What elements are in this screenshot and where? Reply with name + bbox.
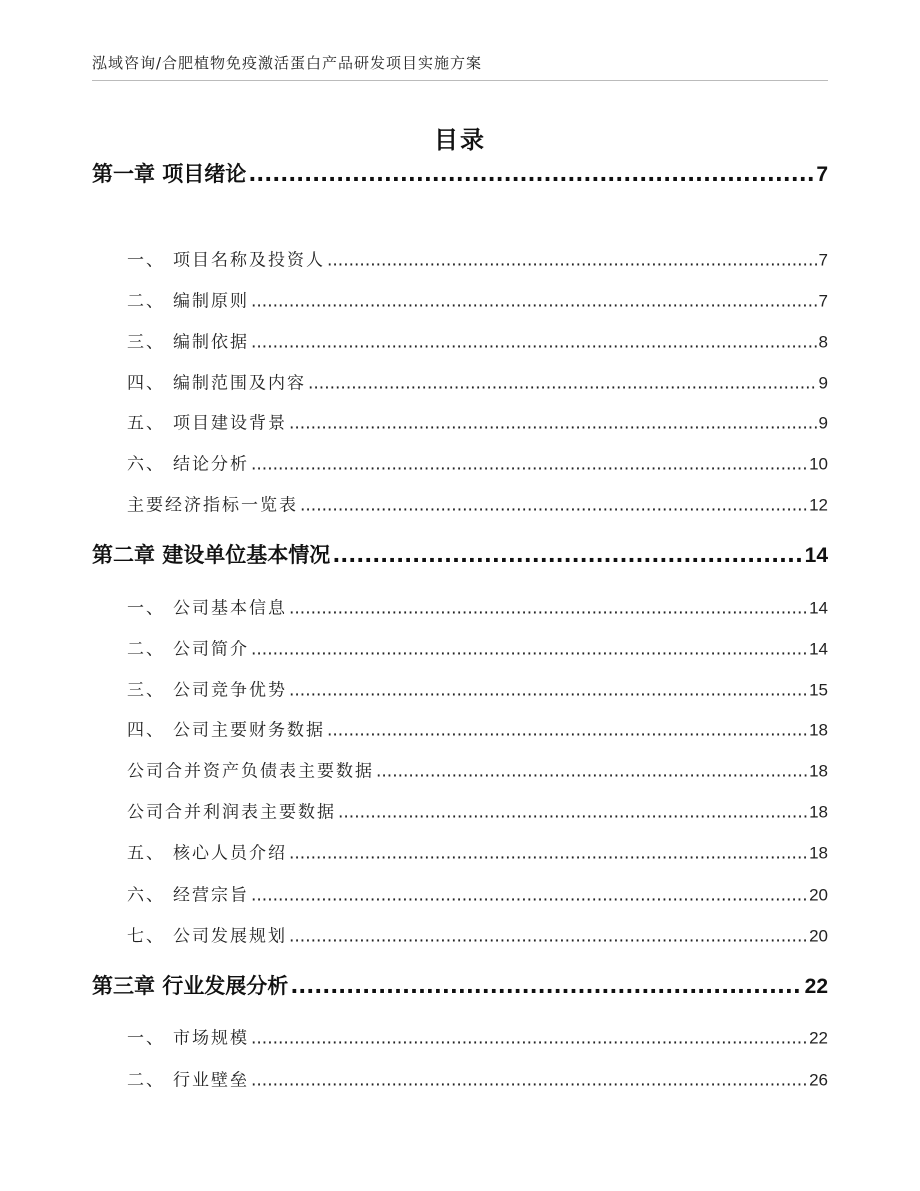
toc-page-number: 14 — [809, 598, 828, 618]
toc-entry-label — [127, 881, 249, 906]
dot-leader — [289, 927, 807, 947]
toc-section-entry[interactable] — [127, 757, 828, 782]
toc-entry-number: 七、 — [127, 926, 165, 947]
dot-leader — [289, 414, 817, 434]
toc-page-number: 10 — [809, 454, 828, 474]
toc-page-number: 9 — [818, 373, 828, 393]
running-header: 泓域咨询/合肥植物免疫激活蛋白产品研发项目实施方案 — [92, 54, 483, 72]
toc-page-number: 7 — [818, 250, 828, 270]
toc-entry-number: 五、 — [127, 843, 165, 864]
toc-entry-number: 六、 — [127, 454, 165, 475]
toc-section-entry[interactable] — [127, 676, 828, 701]
toc-section-entry[interactable] — [127, 369, 828, 394]
toc-entry-number: 三、 — [127, 332, 165, 353]
toc-section-entry[interactable] — [127, 881, 828, 906]
toc-entry-label — [127, 635, 249, 660]
toc-page-number: 18 — [809, 843, 828, 863]
toc-entry-text: 公司简介 — [173, 639, 249, 660]
toc-entry-label — [127, 328, 249, 353]
toc-chapter-entry[interactable] — [92, 539, 828, 569]
toc-page-number: 20 — [809, 926, 828, 946]
toc-page-number: 7 — [818, 291, 828, 311]
toc-section-entry[interactable] — [127, 839, 828, 864]
toc-entry-text: 经营宗旨 — [173, 885, 249, 906]
toc-page-number: 18 — [809, 720, 828, 740]
dot-leader — [290, 974, 802, 998]
toc-page-number: 26 — [809, 1070, 828, 1090]
toc-entry-label — [127, 922, 287, 947]
toc-entry-label — [127, 1024, 249, 1049]
toc-page-number: 18 — [809, 802, 828, 822]
toc-entry-label — [127, 491, 298, 516]
dot-leader — [251, 640, 807, 660]
toc-entry-label — [127, 409, 287, 434]
toc-entry-text: 公司基本信息 — [173, 598, 287, 619]
toc-entry-number: 四、 — [127, 720, 165, 741]
toc-page-number: 12 — [809, 495, 828, 515]
toc-entry-label — [127, 369, 306, 394]
toc-page-number: 20 — [809, 885, 828, 905]
dot-leader — [338, 803, 807, 823]
toc-section-entry[interactable] — [127, 409, 828, 434]
dot-leader — [289, 681, 807, 701]
toc-entry-label — [127, 287, 249, 312]
toc-page-number: 14 — [809, 639, 828, 659]
toc-entry-label — [92, 970, 288, 1000]
toc-page-number: 22 — [804, 975, 828, 998]
toc-entry-number: 一、 — [127, 1028, 165, 1049]
toc-entry-label — [127, 594, 287, 619]
toc-entry-label — [127, 757, 374, 782]
toc-entry-label — [127, 1066, 249, 1091]
toc-page-number: 15 — [809, 680, 828, 700]
header-divider — [92, 80, 828, 81]
toc-entry-text: 核心人员介绍 — [173, 843, 287, 864]
dot-leader — [332, 543, 802, 567]
toc-entry-text: 结论分析 — [173, 454, 249, 475]
toc-entry-text: 第二章 建设单位基本情况 — [92, 543, 331, 567]
toc-section-entry[interactable] — [127, 491, 828, 516]
toc-entry-label — [127, 716, 325, 741]
toc-section-entry[interactable] — [127, 635, 828, 660]
toc-entry-text: 第三章 行业发展分析 — [92, 974, 289, 998]
toc-entry-label — [127, 839, 287, 864]
toc-entry-number: 一、 — [127, 598, 165, 619]
toc-entry-text: 公司合并利润表主要数据 — [127, 802, 336, 823]
toc-entry-text: 第一章 项目绪论 — [92, 162, 247, 186]
dot-leader — [300, 496, 807, 516]
toc-page-number: 7 — [816, 163, 828, 186]
toc-entry-label — [127, 246, 325, 271]
toc-page-number: 8 — [818, 332, 828, 352]
toc-section-entry[interactable] — [127, 328, 828, 353]
toc-title: 目录 — [434, 126, 486, 154]
toc-page-number: 14 — [804, 544, 828, 567]
toc-section-entry[interactable] — [127, 798, 828, 823]
toc-entry-text: 公司主要财务数据 — [173, 720, 325, 741]
toc-entry-number: 一、 — [127, 250, 165, 271]
toc-section-entry[interactable] — [127, 594, 828, 619]
toc-section-entry[interactable] — [127, 1066, 828, 1091]
dot-leader — [251, 1029, 807, 1049]
toc-entry-number: 六、 — [127, 885, 165, 906]
dot-leader — [376, 762, 807, 782]
dot-leader — [289, 844, 807, 864]
dot-leader — [248, 162, 814, 186]
toc-entry-text: 市场规模 — [173, 1028, 249, 1049]
toc-page-number: 9 — [818, 413, 828, 433]
toc-entry-text: 项目名称及投资人 — [173, 250, 325, 271]
toc-entry-text: 编制范围及内容 — [173, 373, 306, 394]
toc-entry-text: 主要经济指标一览表 — [127, 495, 298, 516]
toc-entry-text: 行业壁垒 — [173, 1070, 249, 1091]
dot-leader — [289, 599, 807, 619]
toc-entry-label — [127, 450, 249, 475]
toc-entry-label — [92, 539, 330, 569]
toc-entry-text: 公司发展规划 — [173, 926, 287, 947]
toc-entry-number: 二、 — [127, 291, 165, 312]
toc-entry-number: 四、 — [127, 373, 165, 394]
toc-entry-label — [92, 158, 246, 188]
toc-entry-text: 公司竞争优势 — [173, 680, 287, 701]
toc-section-entry[interactable] — [127, 716, 828, 741]
toc-section-entry[interactable] — [127, 1024, 828, 1049]
toc-entry-text: 编制原则 — [173, 291, 249, 312]
toc-entry-label — [127, 676, 287, 701]
dot-leader — [251, 333, 817, 353]
toc-entry-number: 三、 — [127, 680, 165, 701]
toc-entry-text: 公司合并资产负债表主要数据 — [127, 761, 374, 782]
toc-entry-text: 项目建设背景 — [173, 413, 287, 434]
dot-leader — [251, 886, 807, 906]
toc-entry-number: 二、 — [127, 1070, 165, 1091]
toc-section-entry[interactable] — [127, 450, 828, 475]
toc-chapter-entry[interactable] — [92, 970, 828, 1000]
dot-leader — [308, 374, 817, 394]
toc-section-entry[interactable] — [127, 287, 828, 312]
toc-section-entry[interactable] — [127, 246, 828, 271]
dot-leader — [251, 455, 807, 475]
dot-leader — [327, 251, 817, 271]
toc-page-number: 22 — [809, 1028, 828, 1048]
toc-section-entry[interactable] — [127, 922, 828, 947]
toc-chapter-entry[interactable] — [92, 158, 828, 188]
dot-leader — [327, 721, 807, 741]
dot-leader — [251, 292, 817, 312]
dot-leader — [251, 1071, 807, 1091]
toc-entry-number: 五、 — [127, 413, 165, 434]
toc-page-number: 18 — [809, 761, 828, 781]
toc-entry-number: 二、 — [127, 639, 165, 660]
toc-entry-text: 编制依据 — [173, 332, 249, 353]
toc-entry-label — [127, 798, 336, 823]
